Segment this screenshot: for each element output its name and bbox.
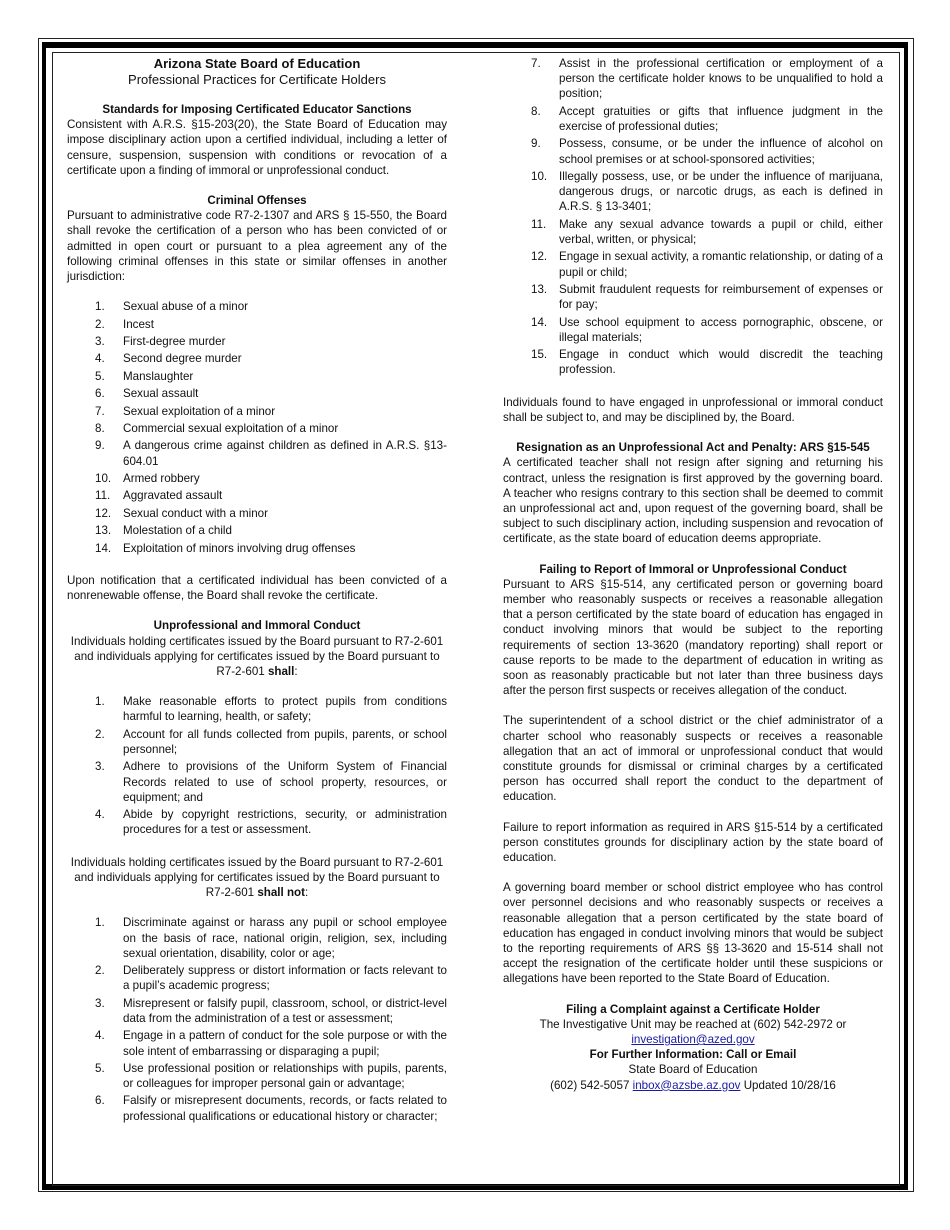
shall-list xyxy=(67,694,447,837)
list-item-text: Molestation of a child xyxy=(123,524,232,538)
list-item-number: 8. xyxy=(95,421,105,435)
list-item-text: Aggravated assault xyxy=(123,489,223,503)
contact-line xyxy=(503,1078,883,1093)
list-item xyxy=(503,104,883,134)
list-item-number: 14. xyxy=(531,315,548,329)
list-item xyxy=(67,1093,447,1123)
list-item-number: 5. xyxy=(95,1061,105,1075)
list-item xyxy=(67,488,447,503)
list-item-number: 13. xyxy=(531,282,548,296)
list-item-text: Illegally possess, use, or be under the influence of marijuana, dangerous drugs, or narcotic drugs, as each is defined in A.R.S. § 13-3401; xyxy=(559,169,883,214)
list-item-number: 10. xyxy=(531,169,548,183)
shallnot-list-part1 xyxy=(67,915,447,1124)
list-item-text: Abide by copyright restrictions, security, or administration procedures for a test or assessment. xyxy=(123,808,447,837)
list-item-text: Make any sexual advance towards a pupil or child, either verbal, written, or physical; xyxy=(559,217,883,246)
list-item xyxy=(67,915,447,961)
list-item-text: Sexual conduct with a minor xyxy=(123,506,268,520)
list-item-text: Assist in the professional certification or employment of a person the certificate holder knows to be unqualified to hold a position; xyxy=(559,57,883,101)
list-item-number: 5. xyxy=(95,369,105,383)
shall-intro: Individuals holding certificates issued by the Board pursuant to R7-2-601 and individuals applying for certificates issued by the Board pursuant to R7-2-601 shall: xyxy=(70,634,444,678)
list-item-number: 3. xyxy=(95,996,105,1010)
list-item-number: 9. xyxy=(531,137,541,151)
list-item-number: 7. xyxy=(531,57,541,70)
list-item-number: 7. xyxy=(95,404,105,418)
list-item xyxy=(503,347,883,377)
list-item-number: 4. xyxy=(95,1029,105,1043)
list-item-text: Exploitation of minors involving drug offenses xyxy=(123,541,356,555)
list-item xyxy=(67,694,447,724)
failing-p1: Pursuant to ARS §15-514, any certificated person or governing board member who reasonably suspects or receives a reasonable allegation that a person certificated by the state board of education has engaged in conduct involving minors that would be subject to the reporting requirements of section 13-3620 (mandatory reporting) shall report or cause reports to be made to the department of education in writing as soon as reasonably practicable but not later than three business days after the person first suspects or receives allegation of the conduct. xyxy=(503,577,883,698)
list-item xyxy=(67,438,447,468)
list-item xyxy=(67,404,447,419)
list-item xyxy=(67,299,447,314)
list-item-number: 11. xyxy=(531,217,547,231)
list-item xyxy=(67,996,447,1026)
list-item-text: A dangerous crime against children as defined in A.R.S. §13-604.01 xyxy=(123,439,447,468)
info-heading: For Further Information: Call or Email xyxy=(589,1048,797,1062)
list-item xyxy=(67,1028,447,1058)
list-item-number: 13. xyxy=(95,524,112,538)
list-item-number: 1. xyxy=(95,300,105,314)
list-item-text: Engage in a pattern of conduct for the sole purpose or with the sole intent of embarrassing or disparaging a pupil; xyxy=(123,1029,447,1058)
list-item-number: 1. xyxy=(95,695,105,709)
list-item-number: 9. xyxy=(95,439,105,453)
list-item-text: Sexual exploitation of a minor xyxy=(123,404,276,418)
resignation-heading: Resignation as an Unprofessional Act and Penalty: ARS §15-545 xyxy=(516,441,870,455)
list-item-number: 2. xyxy=(95,317,105,331)
list-item xyxy=(67,541,447,556)
list-item xyxy=(503,136,883,166)
list-item-text: First-degree murder xyxy=(123,335,226,349)
list-item-number: 12. xyxy=(95,506,112,520)
list-item-text: Adhere to provisions of the Uniform System of Financial Records related to use of school property, resources, or equipment; and xyxy=(123,760,447,804)
list-item-text: Make reasonable efforts to protect pupils from conditions harmful to learning, health, or safety; xyxy=(123,695,447,724)
list-item-number: 2. xyxy=(95,727,105,741)
list-item xyxy=(67,963,447,993)
standards-heading: Standards for Imposing Certificated Educator Sanctions xyxy=(102,103,412,116)
shallnot-word: shall not xyxy=(257,886,305,900)
list-item xyxy=(67,807,447,837)
list-item-text: Sexual assault xyxy=(123,387,199,401)
list-item-text: Misrepresent or falsify pupil, classroom, school, or district-level data from the administration of a test or assessment; xyxy=(123,996,447,1025)
inbox-email-link[interactable]: inbox@azsbe.az.gov xyxy=(632,1078,741,1092)
investigation-email-link[interactable]: investigation@azed.gov xyxy=(631,1033,755,1047)
shall-word: shall xyxy=(267,664,295,678)
list-item-number: 8. xyxy=(531,104,541,118)
list-item-text: Sexual abuse of a minor xyxy=(123,300,249,314)
left-column xyxy=(67,56,447,1126)
standards-text: Consistent with A.R.S. §15-203(20), the State Board of Education may impose disciplinary action upon a certified individual, including a letter of censure, suspension, suspension with conditions or revocation of a certificate upon a finding of immoral or unprofessional conduct. xyxy=(67,118,447,177)
list-item-text: Use professional position or relationships with pupils, parents, or colleagues for improper personal gain or advantage; xyxy=(123,1061,447,1091)
list-item-number: 3. xyxy=(95,335,105,349)
list-item xyxy=(67,317,447,332)
list-item-text: Possess, consume, or be under the influence of alcohol on school premises or at school-sponsored activities; xyxy=(559,137,883,166)
shallnot-intro: Individuals holding certificates issued by the Board pursuant to R7-2-601 and individuals applying for certificates issued by the Board pursuant to R7-2-601 shall not: xyxy=(70,855,444,900)
list-item-number: 12. xyxy=(531,250,548,264)
list-item xyxy=(503,56,883,102)
list-item xyxy=(67,369,447,384)
list-item-number: 3. xyxy=(95,760,105,774)
list-item xyxy=(67,1061,447,1091)
list-item-text: Falsify or misrepresent documents, records, or facts related to professional qualifications or educational history or character; xyxy=(123,1094,447,1123)
complaint-heading: Filing a Complaint against a Certificate Holder xyxy=(566,1002,820,1016)
list-item-text: Deliberately suppress or distort information or facts relevant to a pupil’s academic progress; xyxy=(123,964,447,993)
updated-date: Updated 10/28/16 xyxy=(743,1078,836,1092)
list-item-text: Armed robbery xyxy=(123,471,200,485)
list-item-text: Manslaughter xyxy=(123,369,194,383)
list-item-text: Discriminate against or harass any pupil or school employee on the basis of race, national origin, religion, sex, including sexual orientation, disability, color or age; xyxy=(123,916,447,960)
criminal-closing: Upon notification that a certificated individual has been convicted of a nonrenewable offense, the Board shall revoke the certificate. xyxy=(67,573,447,603)
failing-p2: The superintendent of a school district or the chief administrator of a charter school who reasonably suspects or receives a reasonable allegation that an act of immoral or unprofessional conduct that would constitute grounds for dismissal or criminal charges by a certificated person has occurred shall report the conduct to the department of education. xyxy=(503,714,883,804)
document-subtitle: Professional Practices for Certificate Holders xyxy=(128,72,386,87)
list-item-text: Accept gratuities or gifts that influence judgment in the exercise of professional duties; xyxy=(559,104,883,133)
list-item-number: 14. xyxy=(95,541,112,555)
list-item xyxy=(503,249,883,279)
list-item-text: Submit fraudulent requests for reimbursement of expenses or for pay; xyxy=(559,282,883,312)
criminal-offenses-list xyxy=(67,299,447,555)
list-item xyxy=(503,169,883,215)
list-item-number: 10. xyxy=(95,471,112,485)
complaint-line: The Investigative Unit may be reached at (602) 542-2972 or xyxy=(539,1017,847,1031)
list-item xyxy=(67,506,447,521)
conduct-heading: Unprofessional and Immoral Conduct xyxy=(153,619,361,633)
list-item-text: Incest xyxy=(123,317,154,331)
document-title: Arizona State Board of Education xyxy=(153,56,361,71)
shallnot-list-part2 xyxy=(503,56,883,378)
list-item xyxy=(67,351,447,366)
list-item-text: Use school equipment to access pornographic, obscene, or illegal materials; xyxy=(559,315,883,344)
right-column xyxy=(503,56,883,1093)
list-item-number: 6. xyxy=(95,387,105,401)
list-item xyxy=(67,334,447,349)
criminal-heading: Criminal Offenses xyxy=(207,194,307,208)
failing-p4: A governing board member or school district employee who has control over personnel decisions and who reasonably suspects or receives a reasonable allegation that a person certificated by the state board of education has engaged in conduct involving minors that would be subject to the reporting requirements of ARS §§ 13-3620 and 15-514 shall not accept the resignation of the certificate holder until these suspicions or allegations have been reported to the State Board of Education. xyxy=(503,881,883,986)
criminal-intro: Pursuant to administrative code R7-2-1307 and ARS § 15-550, the Board shall revoke the certification of a person who has been convicted of or admitted in open court or pursuant to a plea agreement any of the following criminal offenses in this state or similar offenses in another jurisdiction: xyxy=(67,209,447,284)
list-item-text: Second degree murder xyxy=(123,352,242,366)
list-item xyxy=(67,759,447,805)
list-item-number: 2. xyxy=(95,964,105,978)
list-item-number: 4. xyxy=(95,808,105,822)
failing-p3: Failure to report information as required in ARS §15-514 by a certificated person constitutes grounds for disciplinary action by the state board of education. xyxy=(503,820,883,865)
list-item xyxy=(503,282,883,312)
resignation-text: A certificated teacher shall not resign after signing and returning his contract, unless the resignation is first approved by the governing board. A teacher who resigns contrary to this section shall be deemed to commit an unprofessional act and, upon request of the governing board, shall be subject to such disciplinary action, including suspension and revocation of certificate, as the state board of education deems appropriate. xyxy=(503,456,883,546)
list-item-number: 15. xyxy=(531,348,548,362)
list-item-number: 6. xyxy=(95,1094,105,1108)
failing-heading: Failing to Report of Immoral or Unprofessional Conduct xyxy=(539,562,847,576)
list-item-text: Engage in conduct which would discredit the teaching profession. xyxy=(559,348,883,377)
org-name: State Board of Education xyxy=(628,1063,758,1077)
list-item xyxy=(503,217,883,247)
contact-phone: (602) 542-5057 xyxy=(550,1078,630,1092)
list-item-text: Engage in sexual activity, a romantic relationship, or dating of a pupil or child; xyxy=(559,250,883,279)
list-item xyxy=(67,421,447,436)
list-item-text: Account for all funds collected from pupils, parents, or school personnel; xyxy=(123,727,447,756)
list-item xyxy=(503,315,883,345)
list-item xyxy=(67,471,447,486)
list-item-number: 1. xyxy=(95,916,105,930)
list-item xyxy=(67,386,447,401)
conduct-closing: Individuals found to have engaged in unprofessional or immoral conduct shall be subject to, and may be disciplined by, the Board. xyxy=(503,395,883,424)
list-item-number: 4. xyxy=(95,352,105,366)
list-item xyxy=(67,523,447,538)
contact-block xyxy=(503,1002,883,1093)
list-item-text: Commercial sexual exploitation of a minor xyxy=(123,421,339,435)
list-item-number: 11. xyxy=(95,489,111,503)
list-item xyxy=(67,727,447,757)
